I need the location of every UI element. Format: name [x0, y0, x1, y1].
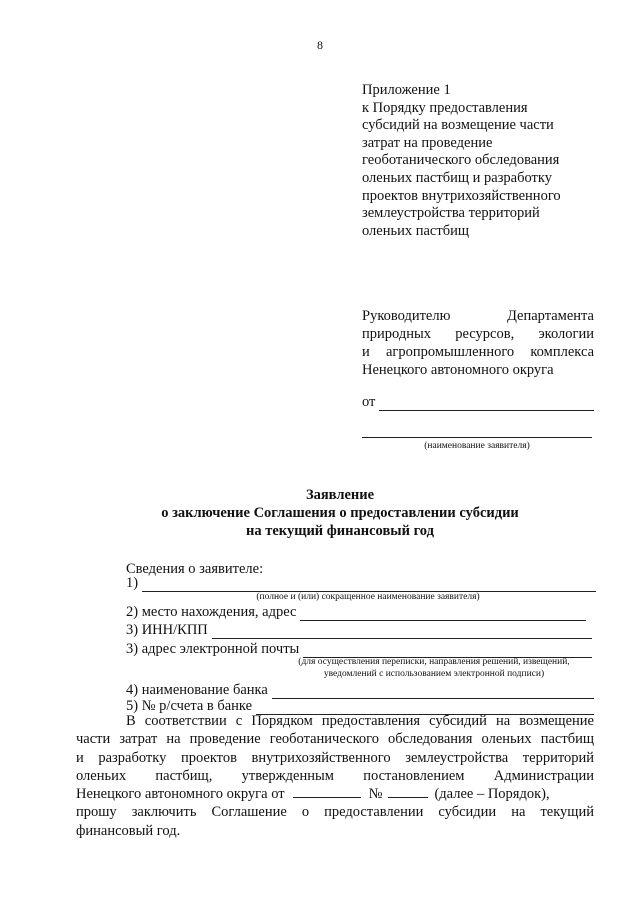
appendix-block: [362, 82, 602, 240]
body-line: и разработку проектов внутрихозяйственного землеустройства территорий: [76, 749, 594, 766]
bank-name-blank[interactable]: [272, 684, 594, 699]
email-caption-line: уведомлений с использованием электронной подписи): [323, 669, 545, 679]
date-blank[interactable]: [293, 785, 361, 798]
appendix-line: затрат на проведение: [362, 134, 493, 151]
email-caption-line: (для осуществления переписки, направления решений, извещений,: [298, 657, 570, 667]
addressee-block: [362, 307, 594, 379]
appendix-line: землеустройства территорий: [362, 205, 540, 222]
title-line: на текущий финансовый год: [246, 523, 434, 539]
appendix-line: оленьих пастбищ и разработку: [362, 169, 552, 186]
field-label: 5) № р/счета в банке: [126, 698, 253, 714]
body-text: (далее – Порядок),: [434, 786, 550, 803]
body-line: прошу заключить Соглашение о предоставлении субсидии на текущий: [76, 804, 594, 821]
appendix-line: геоботанического обследования: [362, 152, 560, 169]
body-text: Ненецкого автономного округа от: [76, 786, 285, 803]
applicant-caption: (наименование заявителя): [424, 441, 530, 451]
appendix-line: субсидий на возмещение части: [362, 117, 554, 134]
body-paragraph: [76, 712, 594, 840]
field-label: 3) адрес электронной почты: [126, 641, 300, 657]
page-number: 8: [317, 38, 323, 52]
appendix-line: к Порядку предоставления: [362, 99, 528, 116]
from-blank-line[interactable]: [379, 396, 594, 411]
addressee-line: Ненецкого автономного округа: [362, 362, 554, 378]
addressee-line: и агропромышленного комплекса: [362, 344, 594, 360]
body-line: финансовый год.: [76, 822, 181, 839]
applicant-info-heading: Сведения о заявителе:: [126, 561, 264, 577]
title-line: о заключение Соглашения о предоставлении субсидии: [161, 505, 519, 521]
body-line-with-blanks: [76, 785, 594, 803]
number-blank[interactable]: [388, 785, 428, 798]
number-sign: №: [368, 786, 383, 803]
inn-kpp-field: [126, 622, 592, 639]
body-line: В соответствии с Порядком предоставления субсидий на возмещение: [126, 713, 594, 729]
field-label: 3) ИНН/КПП: [126, 622, 208, 638]
email-caption: [276, 656, 592, 680]
body-line: оленьих пастбищ, утвержденным постановлением Администрации: [76, 767, 594, 784]
field-label: 2) место нахождения, адрес: [126, 604, 297, 620]
applicant-blank-line[interactable]: [362, 437, 592, 438]
appendix-line: Приложение 1: [362, 82, 451, 98]
applicant-name-blank[interactable]: [142, 577, 596, 592]
address-field: [126, 604, 586, 621]
from-label: от: [362, 394, 376, 410]
inn-kpp-blank[interactable]: [212, 624, 592, 639]
address-blank[interactable]: [300, 606, 586, 621]
appendix-line: проектов внутрихозяйственного: [362, 187, 561, 204]
field-label: 1): [126, 575, 139, 591]
bank-name-field: [126, 682, 594, 699]
appendix-line: оленьих пастбищ: [362, 222, 470, 239]
addressee-line: природных ресурсов, экологии: [362, 326, 594, 342]
applicant-name-caption: (полное и (или) сокращенное наименование заявителя): [256, 592, 480, 602]
addressee-line: Руководителю Департамента: [362, 308, 594, 324]
document-title: [60, 486, 620, 540]
title-line: Заявление: [305, 487, 375, 503]
field-label: 4) наименование банка: [126, 682, 268, 698]
from-field: [362, 394, 594, 411]
applicant-name-field: [126, 575, 596, 592]
body-line: части затрат на проведение геоботанического обследования оленьих пастбищ: [76, 731, 594, 748]
